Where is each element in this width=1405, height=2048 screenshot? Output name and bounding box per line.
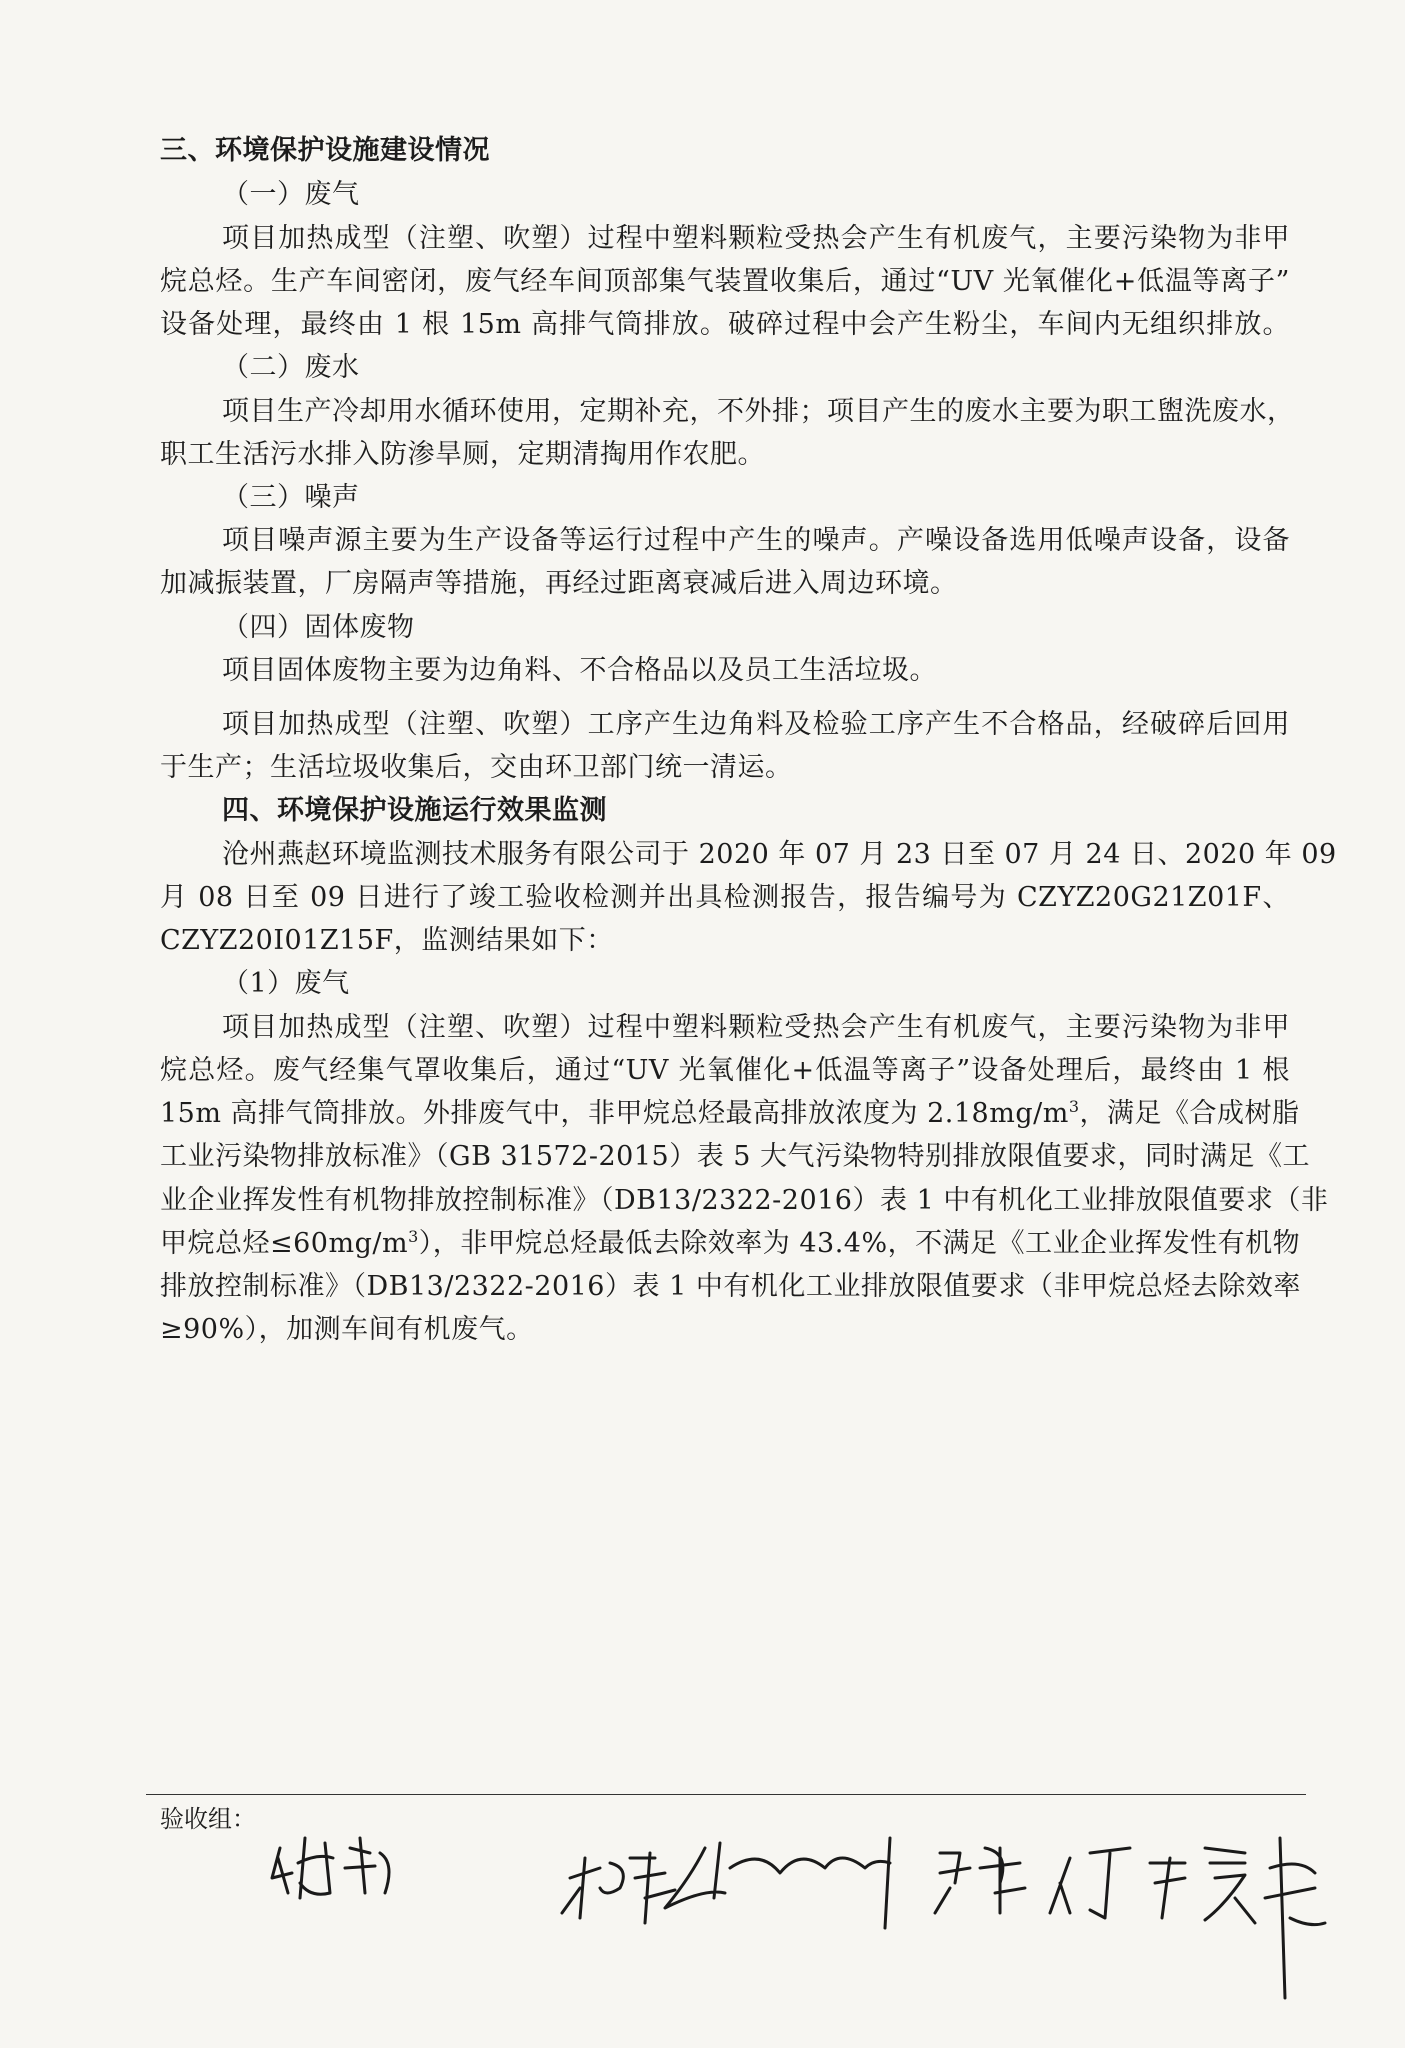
exhaust-paragraph-line: 项目加热成型（注塑、吹塑）过程中塑料颗粒受热会产生有机废气，主要污染物为非甲 — [222, 223, 1290, 254]
noise-paragraph-line: 加减振装置，厂房隔声等措施，再经过距离衰减后进入周边环境。 — [160, 568, 958, 599]
signature-5 — [1050, 1838, 1325, 1998]
signature-3 — [665, 1838, 890, 1928]
monitoring-exhaust-line: 15m 高排气筒排放。外排废气中，非甲烷总烃最高排放浓度为 $2.18mg/m^3$，满足《合成树脂 — [160, 1097, 1300, 1129]
signature-1 — [272, 1838, 389, 1898]
exhaust-paragraph-line: 烷总烃。生产车间密闭，废气经车间顶部集气装置收集后，通过“UV 光氧催化+低温等离子” — [160, 266, 1290, 297]
wastewater-paragraph-line: 职工生活污水排入防渗旱厕，定期清掏用作农肥。 — [160, 439, 765, 470]
solid-waste-paragraph-line: 项目固体废物主要为边角料、不合格品以及员工生活垃圾。 — [222, 655, 937, 686]
wastewater-subheading: （二）废水 — [222, 352, 360, 383]
monitoring-exhaust-subheading: （1）废气 — [222, 968, 350, 999]
monitoring-exhaust-line: 工业污染物排放标准》（GB 31572-2015）表 5 大气污染物特别排放限值要求，同时满足《工 — [160, 1141, 1311, 1172]
wastewater-paragraph-line: 项目生产冷却用水循环使用，定期补充，不外排；项目产生的废水主要为职工盥洗废水， — [222, 396, 1295, 427]
handwritten-signatures — [250, 1808, 1400, 2028]
section3-heading: 三、环境保护设施建设情况 — [160, 135, 490, 166]
solid-waste-paragraph-line: 于生产；生活垃圾收集后，交由环卫部门统一清运。 — [160, 752, 793, 783]
noise-paragraph-line: 项目噪声源主要为生产设备等运行过程中产生的噪声。产噪设备选用低噪声设备，设备 — [222, 525, 1290, 556]
monitoring-exhaust-line: 烷总烃。废气经集气罩收集后，通过“UV 光氧催化+低温等离子”设备处理后，最终由 1 根 — [160, 1055, 1290, 1086]
monitoring-intro-line: 月 08 日至 09 日进行了竣工验收检测并出具检测报告，报告编号为 CZYZ20G21Z01F、 — [160, 882, 1290, 913]
solid-waste-paragraph-line: 项目加热成型（注塑、吹塑）工序产生边角料及检验工序产生不合格品，经破碎后回用 — [222, 709, 1290, 740]
monitoring-intro-line: 沧州燕赵环境监测技术服务有限公司于 2020 年 07 月 23 日至 07 月 24 日、2020 年 09 — [222, 839, 1337, 870]
exhaust-subheading: （一）废气 — [222, 179, 360, 210]
monitoring-exhaust-line: 业企业挥发性有机物排放控制标准》（DB13/2322-2016）表 1 中有机化工业排放限值要求（非 — [160, 1185, 1329, 1216]
monitoring-exhaust-line: 甲烷总烃$\le 60mg/m^3$），非甲烷总烃最低去除效率为 43.4%，不满足《工业企业挥发性有机物 — [160, 1227, 1301, 1259]
signature-2 — [562, 1853, 675, 1923]
noise-subheading: （三）噪声 — [222, 482, 360, 513]
footer-divider — [146, 1794, 1306, 1795]
monitoring-intro-line: CZYZ20I01Z15F，监测结果如下： — [160, 925, 614, 956]
acceptance-group-label: 验收组： — [160, 1805, 256, 1833]
monitoring-exhaust-line: ≥90%），加测车间有机废气。 — [160, 1314, 534, 1345]
monitoring-exhaust-line: 排放控制标准》（DB13/2322-2016）表 1 中有机化工业排放限值要求（非甲烷总烃去除效率 — [160, 1271, 1301, 1302]
exhaust-paragraph-line: 设备处理，最终由 1 根 15m 高排气筒排放。破碎过程中会产生粉尘，车间内无组织排放。 — [160, 309, 1290, 340]
section4-heading: 四、环境保护设施运行效果监测 — [222, 795, 607, 826]
signature-4 — [935, 1848, 1025, 1913]
solid-waste-subheading: （四）固体废物 — [222, 612, 415, 643]
monitoring-exhaust-line: 项目加热成型（注塑、吹塑）过程中塑料颗粒受热会产生有机废气，主要污染物为非甲 — [222, 1012, 1290, 1043]
